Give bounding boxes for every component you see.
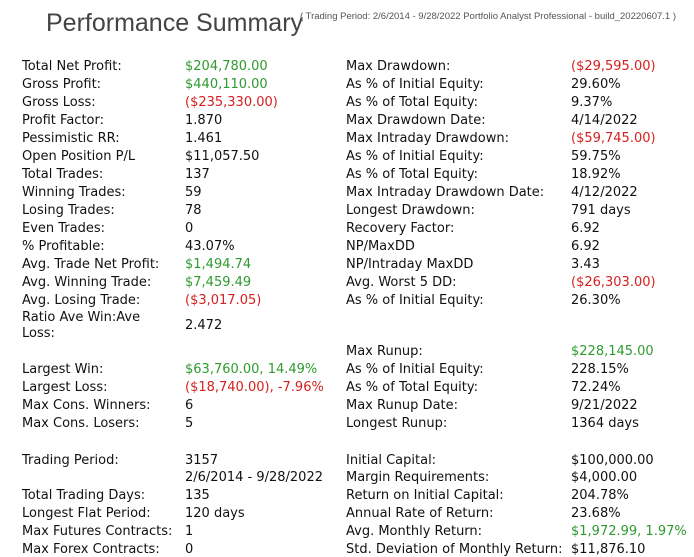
metric-label-total-trading-days: Total Trading Days: — [22, 488, 146, 503]
metric-value-max-futures-contracts: 1 — [185, 524, 194, 539]
metric-label-profitable: % Profitable: — [22, 239, 105, 254]
metric-value-largest-win: $63,760.00, 14.49% — [185, 362, 318, 377]
metric-value-total-trading-days: 135 — [185, 488, 210, 503]
metric-label-as-of-total-equity: As % of Total Equity: — [346, 167, 478, 182]
metric-label-avg-winning-trade: Avg. Winning Trade: — [22, 275, 152, 290]
metric-value-max-intraday-drawdown-date: 4/12/2022 — [571, 185, 638, 200]
metric-value-pessimistic-rr: 1.461 — [185, 131, 223, 146]
metric-value-as-of-total-equity: 9.37% — [571, 95, 613, 110]
metric-value-avg-monthly-return: $1,972.99, 1.97% — [571, 524, 687, 539]
metric-value-as-of-initial-equity: 26.30% — [571, 293, 621, 308]
metric-value-max-drawdown-date: 4/14/2022 — [571, 113, 638, 128]
metric-label-np-intraday-maxdd: NP/Intraday MaxDD — [346, 257, 474, 272]
metric-label-longest-flat-period: Longest Flat Period: — [22, 506, 151, 521]
metric-value-even-trades: 0 — [185, 221, 194, 236]
metric-label-avg-worst-5-dd: Avg. Worst 5 DD: — [346, 275, 457, 290]
metric-label-max-intraday-drawdown: Max Intraday Drawdown: — [346, 131, 509, 146]
metric-value-gross-loss: ($235,330.00) — [185, 95, 278, 110]
metric-label-margin-requirements: Margin Requirements: — [346, 470, 490, 485]
metric-value-longest-drawdown: 791 days — [571, 203, 631, 218]
metric-value-profit-factor: 1.870 — [185, 113, 223, 128]
metric-value-gross-profit: $440,110.00 — [185, 77, 268, 92]
metric-label-gross-profit: Gross Profit: — [22, 77, 102, 92]
metric-value-max-forex-contracts: 0 — [185, 542, 194, 557]
metric-label-ratio-ave-win-ave-loss: Ratio Ave Win:Ave Loss: — [22, 310, 141, 341]
metric-value-std-deviation-of-monthly-return: $11,876.10 — [571, 542, 646, 557]
metric-label-profit-factor: Profit Factor: — [22, 113, 104, 128]
metric-label-as-of-initial-equity: As % of Initial Equity: — [346, 77, 484, 92]
metric-label-np-maxdd: NP/MaxDD — [346, 239, 415, 254]
metric-label-return-on-initial-capital: Return on Initial Capital: — [346, 488, 504, 503]
metric-value-return-on-initial-capital: 204.78% — [571, 488, 629, 503]
metric-label-total-net-profit: Total Net Profit: — [22, 59, 122, 74]
metric-label-winning-trades: Winning Trades: — [22, 185, 126, 200]
metric-label-as-of-total-equity: As % of Total Equity: — [346, 380, 478, 395]
metric-label-as-of-initial-equity: As % of Initial Equity: — [346, 293, 484, 308]
metric-label-avg-monthly-return: Avg. Monthly Return: — [346, 524, 483, 539]
metric-value-np-maxdd: 6.92 — [571, 239, 600, 254]
metric-label-avg-losing-trade: Avg. Losing Trade: — [22, 293, 141, 308]
metric-label-max-futures-contracts: Max Futures Contracts: — [22, 524, 173, 539]
metric-label-max-forex-contracts: Max Forex Contracts: — [22, 542, 160, 557]
metric-label-even-trades: Even Trades: — [22, 221, 106, 236]
metric-label-as-of-total-equity: As % of Total Equity: — [346, 95, 478, 110]
metric-label-trading-period: Trading Period: — [22, 453, 119, 468]
metric-value-annual-rate-of-return: 23.68% — [571, 506, 621, 521]
metric-value-max-intraday-drawdown: ($59,745.00) — [571, 131, 656, 146]
metric-value-total-trades: 137 — [185, 167, 210, 182]
metric-value-longest-flat-period: 120 days — [185, 506, 245, 521]
metric-label-max-cons-winners: Max Cons. Winners: — [22, 398, 151, 413]
metric-label-std-deviation-of-monthly-return: Std. Deviation of Monthly Return: — [346, 542, 563, 557]
metric-value-longest-runup: 1364 days — [571, 416, 639, 431]
metric-value-as-of-total-equity: 72.24% — [571, 380, 621, 395]
metric-value-avg-trade-net-profit: $1,494.74 — [185, 257, 252, 272]
metric-label-max-drawdown-date: Max Drawdown Date: — [346, 113, 486, 128]
metric-value-trading-period: 3157 — [185, 453, 219, 468]
metric-label-open-position-p-l: Open Position P/L — [22, 149, 136, 164]
metric-value-total-net-profit: $204,780.00 — [185, 59, 268, 74]
metric-label-largest-win: Largest Win: — [22, 362, 104, 377]
metric-value-as-of-initial-equity: 228.15% — [571, 362, 629, 377]
metric-value-max-drawdown: ($29,595.00) — [571, 59, 656, 74]
metric-value-winning-trades: 59 — [185, 185, 202, 200]
metric-value-ratio-ave-win-ave-loss: 2.472 — [185, 318, 223, 333]
metric-label-pessimistic-rr: Pessimistic RR: — [22, 131, 120, 146]
metric-value-avg-worst-5-dd: ($26,303.00) — [571, 275, 656, 290]
metric-value-np-intraday-maxdd: 3.43 — [571, 257, 600, 272]
metric-label-longest-runup: Longest Runup: — [346, 416, 448, 431]
metric-value-profitable: 43.07% — [185, 239, 235, 254]
metric-value-as-of-initial-equity: 29.60% — [571, 77, 621, 92]
metric-label-initial-capital: Initial Capital: — [346, 453, 437, 468]
metric-value-largest-loss: ($18,740.00), -7.96% — [185, 380, 324, 395]
metric-value-row-22: 2/6/2014 - 9/28/2022 — [185, 470, 323, 485]
metric-value-as-of-initial-equity: 59.75% — [571, 149, 621, 164]
metric-label-largest-loss: Largest Loss: — [22, 380, 108, 395]
metric-value-open-position-p-l: $11,057.50 — [185, 149, 260, 164]
metric-label-as-of-initial-equity: As % of Initial Equity: — [346, 362, 484, 377]
metric-value-avg-winning-trade: $7,459.49 — [185, 275, 252, 290]
metric-label-as-of-initial-equity: As % of Initial Equity: — [346, 149, 484, 164]
metric-label-losing-trades: Losing Trades: — [22, 203, 115, 218]
metric-label-total-trades: Total Trades: — [22, 167, 104, 182]
metric-label-longest-drawdown: Longest Drawdown: — [346, 203, 475, 218]
metric-value-max-cons-losers: 5 — [185, 416, 194, 431]
metric-value-as-of-total-equity: 18.92% — [571, 167, 621, 182]
metric-value-max-cons-winners: 6 — [185, 398, 194, 413]
metric-value-avg-losing-trade: ($3,017.05) — [185, 293, 262, 308]
metric-value-recovery-factor: 6.92 — [571, 221, 600, 236]
report-subtitle: ( Trading Period: 2/6/2014 - 9/28/2022 Portfolio Analyst Professional - build_20220607.1 ) — [300, 11, 677, 22]
metric-value-margin-requirements: $4,000.00 — [571, 470, 638, 485]
metric-label-max-runup-date: Max Runup Date: — [346, 398, 459, 413]
metric-label-recovery-factor: Recovery Factor: — [346, 221, 455, 236]
metric-label-gross-loss: Gross Loss: — [22, 95, 96, 110]
metric-label-annual-rate-of-return: Annual Rate of Return: — [346, 506, 494, 521]
metric-label-max-drawdown: Max Drawdown: — [346, 59, 451, 74]
metric-value-initial-capital: $100,000.00 — [571, 453, 654, 468]
metric-label-max-intraday-drawdown-date: Max Intraday Drawdown Date: — [346, 185, 545, 200]
metric-value-losing-trades: 78 — [185, 203, 202, 218]
metric-label-max-runup: Max Runup: — [346, 344, 423, 359]
metric-label-avg-trade-net-profit: Avg. Trade Net Profit: — [22, 257, 160, 272]
metric-label-max-cons-losers: Max Cons. Losers: — [22, 416, 140, 431]
page-title: Performance Summary — [46, 9, 304, 37]
metric-value-max-runup: $228,145.00 — [571, 344, 654, 359]
metric-value-max-runup-date: 9/21/2022 — [571, 398, 638, 413]
